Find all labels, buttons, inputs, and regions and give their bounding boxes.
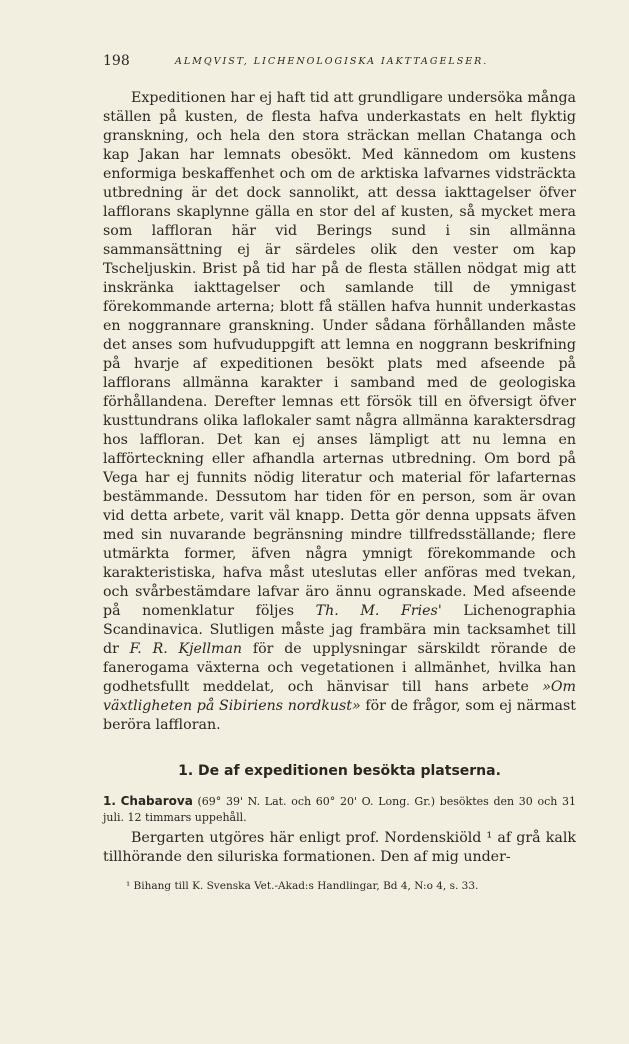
locality-entry bbox=[103, 793, 576, 826]
running-head: ALMQVIST, LICHENOLOGISKA IAKTTAGELSER. bbox=[175, 56, 489, 67]
footnote: ¹ Bihang till K. Svenska Vet.-Akad:s Handlingar, Bd 4, N:o 4, s. 33. bbox=[126, 880, 479, 892]
entry-place: Chabarova bbox=[120, 794, 193, 808]
work-title: »Om växtligheten på Sibiriens nordkust» bbox=[103, 679, 576, 714]
geology-paragraph: Bergarten utgöres här enligt prof. Nordenskiöld ¹ af grå kalk tillhörande den siluriska formationen. Den af mig under- bbox=[103, 830, 576, 865]
intro-seg2: Lichenographia Scandinavica. Slutligen måste jag frambära min tacksamhet till dr bbox=[103, 603, 576, 657]
intro-seg4: för de frågor, som ej närmast beröra laffloran. bbox=[103, 698, 576, 733]
intro-seg3: för de upplysningar särskildt rörande de fanerogama växterna och vegetationen i allmänhet, hvilka han godhetsfullt meddelat, och hänvisar till hans arbete bbox=[103, 641, 577, 695]
intro-seg1: Expeditionen har ej haft tid att grundligare undersöka många ställen på kusten, de flesta hafva underkastats en helt flyktig granskning, och hela den stora sträckan mellan Chatanga och kap Jakan har lemnats obesökt. Med kännedom om kustens enformiga beskaffenhet och om de arktiska lafvarnes vidsträckta utbredning är det dock sannolikt, att dessa iakttagelser öfver lafflorans skaplynne gälla en stor del af kusten, så mycket mera som laffloran här vid Berings sund i sin allmänna sammansättning ej är särdeles olik den vester om kap Tscheljuskin. Brist på tid har på de flesta ställen nödgat mig att inskränka iakttagelser och samlande till de ymnigast förekommande arterna; blott få ställen hafva hunnit underkastas en noggrannare granskning. Under sådana förhållanden måste det anses som hufvuduppgift att lemna en noggrann beskrifning på hvarje af expeditionen besökt plats med afseende på lafflorans allmänna karakter i samband med de geologiska förhållandena. Derefter lemnas ett försök till en öfversigt öfver kusttundrans olika laflokaler samt några allmänna karaktersdrag hos laffloran. Det kan ej anses lämpligt att nu lemna en lafförteckning eller afhandla arternas utbredning. Om bord på Vega har ej funnits nödig literatur och material för lafarternas bestämmande. Dessutom har tiden för en person, som är ovan vid detta arbete, varit väl knapp. Detta gör denna uppsats äfven med sin nuvarande begränsning mindre tillfredsställande; flere utmärkta former, äfven några ymnigt förekommande och karakteristiska, hafva måst uteslutas eller anföras med tvekan, och svårbestämdare lafvar äro ännu ogranskade. Med afseende på nomenklatur följes bbox=[103, 90, 576, 619]
entry-details: (69° 39' N. Lat. och 60° 20' O. Long. Gr.) besöktes den 30 och 31 juli. 12 timmars uppehåll. bbox=[103, 795, 577, 824]
author-fries: Th. M. Fries' bbox=[315, 603, 442, 619]
intro-paragraph bbox=[103, 89, 576, 735]
page-number: 198 bbox=[103, 53, 130, 69]
intro-text bbox=[103, 89, 576, 735]
geology-text bbox=[103, 829, 576, 867]
entry-number: 1. bbox=[103, 794, 116, 808]
page-header bbox=[103, 53, 579, 73]
author-kjellman: F. R. Kjellman bbox=[129, 641, 243, 657]
section-heading: 1. De af expeditionen besökta platserna. bbox=[178, 763, 501, 779]
